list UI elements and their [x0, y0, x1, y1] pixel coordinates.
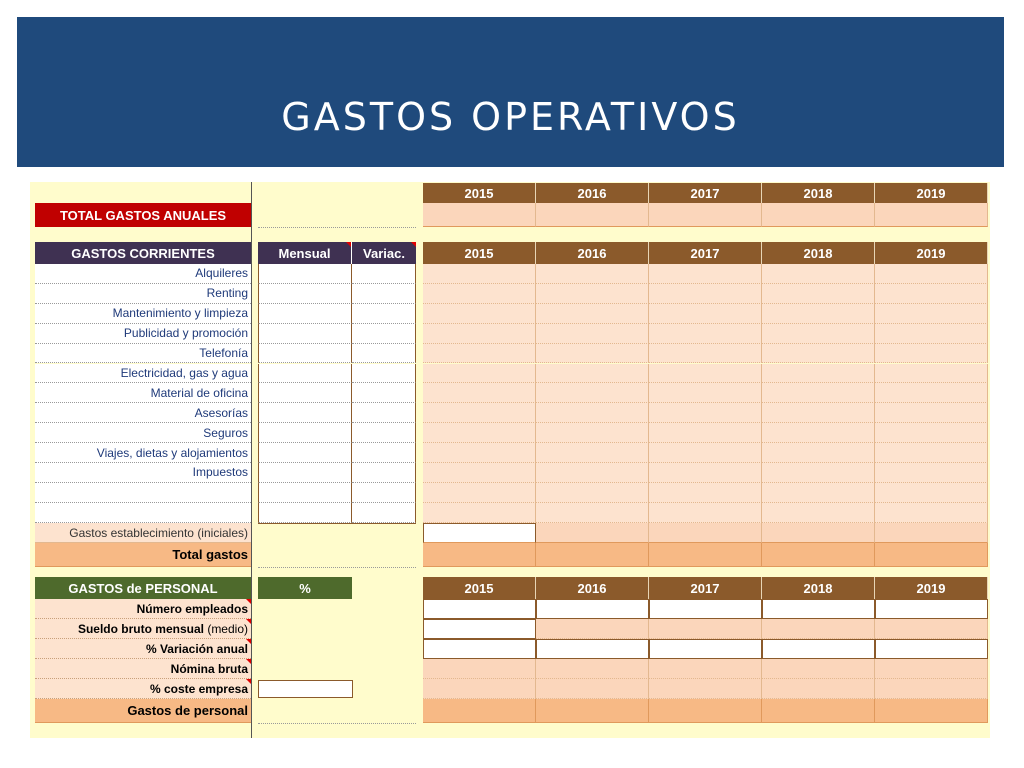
total-anual-cell[interactable]	[762, 203, 875, 227]
variac-input[interactable]	[352, 403, 416, 423]
corrientes-year-cell[interactable]	[536, 463, 649, 483]
variac-input[interactable]	[352, 443, 416, 463]
corrientes-year-cell[interactable]	[875, 403, 988, 423]
mensual-input[interactable]	[258, 503, 352, 523]
mensual-input[interactable]	[258, 284, 352, 304]
corrientes-year-cell[interactable]	[649, 403, 762, 423]
spreadsheet	[30, 182, 990, 738]
personal-label-text: Sueldo bruto mensual	[77, 621, 204, 636]
variac-input[interactable]	[352, 304, 416, 324]
personal-year-cell[interactable]	[762, 639, 875, 659]
mensual-input[interactable]	[258, 383, 352, 403]
top-year-2018: 2018	[762, 183, 875, 203]
mensual-input[interactable]	[258, 423, 352, 443]
corrientes-year-cell[interactable]	[423, 304, 536, 324]
corrientes-year-cell[interactable]	[762, 324, 875, 344]
personal-year-cell[interactable]	[649, 599, 762, 619]
corrientes-year-cell[interactable]	[875, 264, 988, 284]
variac-input[interactable]	[352, 324, 416, 344]
corrientes-year-cell[interactable]	[649, 483, 762, 503]
variac-input[interactable]	[352, 383, 416, 403]
corrientes-year-cell[interactable]	[875, 503, 988, 523]
corrientes-year-cell[interactable]	[649, 324, 762, 344]
corrientes-year-cell[interactable]	[649, 344, 762, 364]
corrientes-year-cell[interactable]	[875, 364, 988, 384]
variac-input[interactable]	[352, 264, 416, 284]
corrientes-year-cell[interactable]	[649, 364, 762, 384]
corrientes-year-cell[interactable]	[875, 443, 988, 463]
corrientes-year-cell[interactable]	[423, 344, 536, 364]
dotted-rule	[258, 723, 416, 724]
corrientes-year-cell[interactable]	[536, 383, 649, 403]
total-anual-cell[interactable]	[649, 203, 762, 227]
corrientes-year-cell[interactable]	[423, 383, 536, 403]
personal-label-suffix: (medio)	[203, 621, 248, 636]
personal-year-cell[interactable]	[423, 679, 536, 699]
gastos-personal-cell[interactable]	[423, 699, 536, 723]
corrientes-year-cell[interactable]	[875, 383, 988, 403]
personal-year-cell[interactable]	[875, 679, 988, 699]
corrientes-item-label	[35, 483, 251, 503]
corrientes-year-cell[interactable]	[762, 443, 875, 463]
personal-row-label	[35, 599, 251, 619]
establecimiento-cell[interactable]	[762, 523, 875, 543]
personal-year-2017: 2017	[649, 577, 762, 599]
corrientes-year-cell[interactable]	[536, 403, 649, 423]
corrientes-year-cell[interactable]	[762, 403, 875, 423]
mensual-input[interactable]	[258, 364, 352, 384]
corrientes-year-cell[interactable]	[875, 284, 988, 304]
mensual-input[interactable]	[258, 443, 352, 463]
corrientes-year-cell[interactable]	[875, 344, 988, 364]
personal-row-label	[35, 679, 251, 699]
corrientes-year-cell[interactable]	[536, 443, 649, 463]
corrientes-year-cell[interactable]	[423, 503, 536, 523]
corrientes-year-cell[interactable]	[536, 503, 649, 523]
mensual-input[interactable]	[258, 344, 352, 364]
corrientes-year-cell[interactable]	[649, 264, 762, 284]
top-year-2015: 2015	[423, 183, 536, 203]
corrientes-year-cell[interactable]	[649, 423, 762, 443]
gastos-corrientes-header: GASTOS CORRIENTES	[35, 242, 251, 264]
corrientes-year-2017: 2017	[649, 242, 762, 264]
corrientes-item-label: Mantenimiento y limpieza	[35, 304, 251, 324]
establecimiento-cell[interactable]	[875, 523, 988, 543]
gastos-de-personal-label: Gastos de personal	[35, 699, 251, 723]
total-gastos-cell[interactable]	[649, 543, 762, 567]
corrientes-year-cell[interactable]	[423, 423, 536, 443]
personal-year-cell[interactable]	[536, 619, 649, 639]
corrientes-year-cell[interactable]	[536, 423, 649, 443]
table-border	[258, 523, 416, 524]
total-anual-cell[interactable]	[423, 203, 536, 227]
gastos-personal-cell[interactable]	[875, 699, 988, 723]
pct-header: %	[258, 577, 352, 599]
gastos-personal-cell[interactable]	[649, 699, 762, 723]
corrientes-item-label	[35, 503, 251, 523]
establecimiento-cell[interactable]	[423, 523, 536, 543]
corrientes-year-cell[interactable]	[649, 304, 762, 324]
gastos-personal-header: GASTOS de PERSONAL	[35, 577, 251, 599]
personal-year-cell[interactable]	[649, 619, 762, 639]
corrientes-year-cell[interactable]	[536, 344, 649, 364]
total-anual-cell[interactable]	[536, 203, 649, 227]
variac-input[interactable]	[352, 364, 416, 384]
personal-year-cell[interactable]	[762, 599, 875, 619]
personal-year-cell[interactable]	[536, 659, 649, 679]
personal-year-cell[interactable]	[875, 619, 988, 639]
personal-label-text: Nómina bruta	[170, 661, 248, 676]
corrientes-year-cell[interactable]	[536, 364, 649, 384]
corrientes-year-cell[interactable]	[762, 264, 875, 284]
corrientes-year-cell[interactable]	[423, 443, 536, 463]
personal-year-cell[interactable]	[649, 639, 762, 659]
coste-empresa-input[interactable]	[258, 680, 353, 698]
gastos-establecimiento-label: Gastos establecimiento (iniciales)	[35, 523, 251, 543]
corrientes-year-cell[interactable]	[536, 483, 649, 503]
variac-input[interactable]	[352, 463, 416, 483]
corrientes-year-cell[interactable]	[762, 383, 875, 403]
personal-year-cell[interactable]	[536, 679, 649, 699]
total-gastos-cell[interactable]	[536, 543, 649, 567]
top-year-2016: 2016	[536, 183, 649, 203]
personal-year-cell[interactable]	[536, 639, 649, 659]
corrientes-year-cell[interactable]	[875, 304, 988, 324]
mensual-input[interactable]	[258, 403, 352, 423]
mensual-input[interactable]	[258, 463, 352, 483]
corrientes-year-cell[interactable]	[423, 324, 536, 344]
variac-input[interactable]	[352, 284, 416, 304]
slide-title: GASTOS OPERATIVOS	[281, 95, 740, 139]
corrientes-year-cell[interactable]	[536, 304, 649, 324]
corrientes-item-label: Telefonía	[35, 344, 251, 364]
corrientes-item-label: Alquileres	[35, 264, 251, 284]
personal-year-cell[interactable]	[649, 659, 762, 679]
personal-year-cell[interactable]	[875, 599, 988, 619]
variac-input[interactable]	[352, 423, 416, 443]
total-gastos-cell[interactable]	[423, 543, 536, 567]
personal-year-cell[interactable]	[423, 659, 536, 679]
personal-year-cell[interactable]	[423, 639, 536, 659]
corrientes-year-cell[interactable]	[649, 284, 762, 304]
personal-year-cell[interactable]	[762, 659, 875, 679]
personal-year-cell[interactable]	[536, 599, 649, 619]
corrientes-year-cell[interactable]	[649, 503, 762, 523]
variac-input[interactable]	[352, 483, 416, 503]
top-year-2017: 2017	[649, 183, 762, 203]
corrientes-year-cell[interactable]	[762, 463, 875, 483]
total-anual-cell[interactable]	[875, 203, 988, 227]
gastos-personal-cell[interactable]	[536, 699, 649, 723]
corrientes-year-cell[interactable]	[762, 344, 875, 364]
total-gastos-cell[interactable]	[875, 543, 988, 567]
top-year-2019: 2019	[875, 183, 988, 203]
corrientes-year-cell[interactable]	[536, 324, 649, 344]
personal-label-text: % Variación anual	[145, 641, 248, 656]
dotted-rule	[258, 567, 416, 568]
variac-input[interactable]	[352, 503, 416, 523]
triangle-marker	[35, 523, 251, 543]
personal-year-2016: 2016	[536, 577, 649, 599]
corrientes-year-cell[interactable]	[762, 304, 875, 324]
personal-year-2018: 2018	[762, 577, 875, 599]
corrientes-year-2015: 2015	[423, 242, 536, 264]
establecimiento-cell[interactable]	[649, 523, 762, 543]
personal-year-cell[interactable]	[875, 639, 988, 659]
variac-header: Variac.	[352, 242, 416, 264]
corrientes-item-label: Material de oficina	[35, 383, 251, 403]
corrientes-year-cell[interactable]	[762, 364, 875, 384]
personal-row-label	[35, 659, 251, 679]
corrientes-year-cell[interactable]	[762, 423, 875, 443]
corrientes-year-2018: 2018	[762, 242, 875, 264]
personal-year-cell[interactable]	[875, 659, 988, 679]
corrientes-year-cell[interactable]	[649, 463, 762, 483]
total-gastos-anuales-label: TOTAL GASTOS ANUALES	[35, 203, 251, 227]
mensual-input[interactable]	[258, 483, 352, 503]
mensual-header: Mensual	[258, 242, 352, 264]
column-divider	[251, 182, 252, 738]
variac-input[interactable]	[352, 344, 416, 364]
corrientes-year-2016: 2016	[536, 242, 649, 264]
corrientes-year-2019: 2019	[875, 242, 988, 264]
corrientes-year-cell[interactable]	[649, 383, 762, 403]
mensual-input[interactable]	[258, 304, 352, 324]
corrientes-year-cell[interactable]	[423, 264, 536, 284]
personal-year-2019: 2019	[875, 577, 988, 599]
corrientes-year-cell[interactable]	[875, 423, 988, 443]
establecimiento-cell[interactable]	[536, 523, 649, 543]
dotted-rule	[258, 227, 416, 228]
corrientes-item-label: Electricidad, gas y agua	[35, 364, 251, 384]
total-gastos-cell[interactable]	[762, 543, 875, 567]
corrientes-year-cell[interactable]	[762, 284, 875, 304]
corrientes-year-cell[interactable]	[423, 483, 536, 503]
personal-label-text: Número empleados	[136, 601, 248, 616]
gastos-personal-cell[interactable]	[762, 699, 875, 723]
personal-year-cell[interactable]	[649, 679, 762, 699]
corrientes-year-cell[interactable]	[423, 463, 536, 483]
corrientes-item-label: Renting	[35, 284, 251, 304]
personal-year-2015: 2015	[423, 577, 536, 599]
corrientes-item-label: Asesorías	[35, 403, 251, 423]
corrientes-year-cell[interactable]	[423, 284, 536, 304]
corrientes-year-cell[interactable]	[536, 284, 649, 304]
mensual-input[interactable]	[258, 324, 352, 344]
corrientes-year-cell[interactable]	[423, 364, 536, 384]
personal-year-cell[interactable]	[423, 599, 536, 619]
corrientes-year-cell[interactable]	[762, 483, 875, 503]
corrientes-year-cell[interactable]	[423, 403, 536, 423]
personal-row-label	[35, 619, 251, 639]
mensual-input[interactable]	[258, 264, 352, 284]
corrientes-year-cell[interactable]	[875, 483, 988, 503]
personal-row-label	[35, 639, 251, 659]
corrientes-year-cell[interactable]	[536, 264, 649, 284]
corrientes-year-cell[interactable]	[875, 463, 988, 483]
personal-label-text: % coste empresa	[149, 681, 248, 696]
personal-year-cell[interactable]	[423, 619, 536, 639]
corrientes-item-label: Impuestos	[35, 463, 251, 483]
corrientes-item-label: Seguros	[35, 423, 251, 443]
personal-year-cell[interactable]	[762, 619, 875, 639]
corrientes-item-label: Viajes, dietas y alojamientos	[35, 443, 251, 463]
total-gastos-label: Total gastos	[35, 543, 251, 567]
corrientes-year-cell[interactable]	[649, 443, 762, 463]
corrientes-item-label: Publicidad y promoción	[35, 324, 251, 344]
title-banner	[17, 17, 1004, 167]
corrientes-year-cell[interactable]	[875, 324, 988, 344]
personal-year-cell[interactable]	[762, 679, 875, 699]
corrientes-year-cell[interactable]	[762, 503, 875, 523]
